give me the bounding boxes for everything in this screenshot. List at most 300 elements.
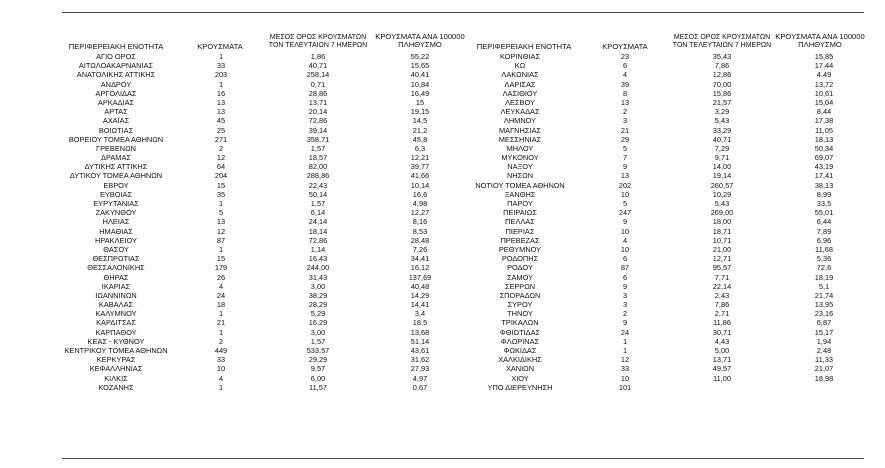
top-rule xyxy=(62,12,864,13)
left-avg7-cell: 3,00 xyxy=(310,281,326,291)
right-avg7-cell: 22,14 xyxy=(712,281,732,291)
right-region-cell: ΠΕΛΛΑΣ xyxy=(505,217,535,227)
left-avg7-cell: 31,43 xyxy=(308,272,328,282)
header-avg7-right-line1: ΜΕΣΟΣ ΟΡΟΣ ΚΡΟΥΣΜΑΤΩΝ xyxy=(673,34,771,41)
right-avg7-cell: 9,71 xyxy=(714,153,730,163)
left-avg7-cell: 533,57 xyxy=(306,346,330,355)
header-avg7-left xyxy=(262,34,374,50)
right-avg7-cell: 30,71 xyxy=(712,327,732,337)
table-row xyxy=(62,61,864,70)
left-region-cell: ΚΑΡΔΙΤΣΑΣ xyxy=(96,318,136,328)
left-cases-cell: 12 xyxy=(216,153,226,163)
table-row xyxy=(62,337,864,346)
right-per100k-cell: 8,99 xyxy=(816,189,832,199)
right-region-cell: ΡΕΘΥΜΝΟΥ xyxy=(498,244,542,254)
left-avg7-cell: 39,14 xyxy=(308,125,328,135)
right-region-cell: ΜΕΣΣΗΝΙΑΣ xyxy=(498,134,542,144)
right-avg7-cell: 40,71 xyxy=(712,134,732,144)
left-region-cell: ΖΑΚΥΝΘΟΥ xyxy=(95,208,137,218)
right-cases-cell: 21 xyxy=(620,125,630,135)
left-per100k-cell: 15,65 xyxy=(410,61,430,71)
left-cases-cell: 1 xyxy=(218,382,224,392)
left-cases-cell: 1 xyxy=(218,309,224,319)
left-avg7-cell: 258,14 xyxy=(306,70,330,80)
header-cases-right xyxy=(595,43,655,51)
table-row xyxy=(62,282,864,291)
left-region-cell: ΑΡΤΑΣ xyxy=(104,107,128,117)
left-cases-cell: 13 xyxy=(216,217,226,227)
left-cases-cell: 35 xyxy=(216,189,226,199)
left-per100k-cell: 12,21 xyxy=(410,153,430,163)
left-avg7-cell: 0,71 xyxy=(310,79,326,89)
right-per100k-cell: 1,94 xyxy=(816,336,832,346)
right-cases-cell: 5 xyxy=(622,199,628,208)
right-cases-cell: 7 xyxy=(622,153,628,163)
left-avg7-cell: 20,14 xyxy=(308,107,328,117)
table-row xyxy=(62,291,864,300)
table-row xyxy=(62,162,864,171)
left-cases-cell: 16 xyxy=(216,88,226,98)
left-region-cell: ΚΑΒΑΛΑΣ xyxy=(98,300,134,310)
left-cases-cell: 12 xyxy=(216,226,226,236)
table-row xyxy=(62,273,864,282)
left-per100k-cell: 14,29 xyxy=(410,290,430,300)
left-region-cell: ΔΡΑΜΑΣ xyxy=(101,153,131,163)
table-row xyxy=(62,107,864,116)
right-region-cell: ΤΗΝΟΥ xyxy=(507,309,533,319)
left-avg7-cell: 40,71 xyxy=(308,61,328,71)
left-per100k-cell: 40,41 xyxy=(410,70,430,80)
right-region-cell: ΠΡΕΒΕΖΑΣ xyxy=(500,235,540,245)
left-per100k-cell: 10,14 xyxy=(410,180,430,190)
left-cases-cell: 4 xyxy=(218,373,224,383)
left-cases-cell: 13 xyxy=(216,107,226,117)
right-cases-cell: 9 xyxy=(622,281,628,291)
right-per100k-cell: 11,33 xyxy=(815,355,833,365)
table-row xyxy=(62,245,864,254)
header-avg7-right-line2: ΤΟΝ ΤΕΛΕΥΤΑΙΩΝ 7 ΗΜΕΡΩΝ xyxy=(672,42,772,49)
right-per100k-cell: 13,95 xyxy=(814,300,834,310)
left-region-cell: ΚΙΛΚΙΣ xyxy=(104,373,128,383)
left-avg7-cell: 38,29 xyxy=(308,290,328,300)
right-avg7-cell: 10,29 xyxy=(712,189,732,199)
left-per100k-cell: 4,98 xyxy=(412,199,428,208)
left-region-cell: ΙΩΑΝΝΙΝΩΝ xyxy=(95,290,137,300)
left-region-cell: ΑΡΓΟΛΙΔΑΣ xyxy=(95,88,137,98)
right-per100k-cell: 18,98 xyxy=(814,373,834,383)
right-per100k-cell: 38,13 xyxy=(814,180,834,190)
header-per100k-left-line2: ΠΛΗΘΥΣΜΟ xyxy=(398,40,442,49)
right-per100k-cell: 5,1 xyxy=(818,281,830,291)
left-cases-cell: 203 xyxy=(214,70,228,80)
left-avg7-cell: 244,00 xyxy=(306,263,330,273)
left-cases-cell: 204 xyxy=(214,171,228,181)
right-cases-cell: 13 xyxy=(620,97,630,107)
table-row xyxy=(62,318,864,327)
right-per100k-cell: 21,07 xyxy=(814,364,834,374)
right-per100k-cell: 6,87 xyxy=(816,318,832,328)
right-region-cell: ΦΛΩΡΙΝΑΣ xyxy=(500,336,540,346)
right-region-cell: ΡΟΔΟΥ xyxy=(507,263,533,273)
left-region-cell: ΚΑΡΠΑΘΟΥ xyxy=(95,327,137,337)
right-region-cell: ΡΟΔΟΠΗΣ xyxy=(501,254,539,264)
left-region-cell: ΗΛΕΙΑΣ xyxy=(102,217,130,227)
left-region-cell: ΗΜΑΘΙΑΣ xyxy=(99,226,133,236)
right-region-cell: ΝΟΤΙΟΥ ΤΟΜΕΑ ΑΘΗΝΩΝ xyxy=(475,180,565,190)
right-region-cell: ΤΡΙΚΑΛΩΝ xyxy=(501,318,539,328)
left-cases-cell: 1 xyxy=(218,199,224,208)
header-per100k-right xyxy=(770,33,870,49)
right-cases-cell: 4 xyxy=(622,235,628,245)
left-avg7-cell: 13,71 xyxy=(308,97,328,107)
right-region-cell: ΜΑΓΝΗΣΙΑΣ xyxy=(499,125,541,135)
left-cases-cell: 15 xyxy=(216,180,226,190)
table-row xyxy=(62,70,864,79)
right-per100k-cell: 15,17 xyxy=(814,327,834,337)
table-row xyxy=(62,263,864,272)
right-per100k-cell: 2,48 xyxy=(816,346,832,355)
right-cases-cell: 5 xyxy=(622,143,628,153)
left-avg7-cell: 50,14 xyxy=(308,189,328,199)
right-per100k-cell: 15,85 xyxy=(814,52,834,61)
right-cases-cell: 1 xyxy=(622,346,628,355)
right-per100k-cell: 17,44 xyxy=(814,61,834,71)
right-region-cell: ΠΑΡΟΥ xyxy=(507,199,533,208)
right-cases-cell: 9 xyxy=(622,162,628,172)
left-cases-cell: 1 xyxy=(218,327,224,337)
right-avg7-cell: 11,86 xyxy=(713,318,731,328)
left-region-cell: ΒΟΡΕΙΟΥ ΤΟΜΕΑ ΑΘΗΝΩΝ xyxy=(68,134,164,144)
right-avg7-cell: 18,00 xyxy=(712,217,732,227)
table-row xyxy=(62,355,864,364)
table-row xyxy=(62,52,864,61)
left-cases-cell: 13 xyxy=(216,97,226,107)
right-per100k-cell: 4,49 xyxy=(816,70,832,80)
table-row xyxy=(62,98,864,107)
left-region-cell: ΔΥΤΙΚΗΣ ΑΤΤΙΚΗΣ xyxy=(84,162,148,172)
header-cases-right-text: ΚΡΟΥΣΜΑΤΑ xyxy=(602,42,648,51)
header-region-right xyxy=(468,43,580,51)
left-cases-cell: 15 xyxy=(216,254,226,264)
left-region-cell: ΔΥΤΙΚΟΥ ΤΟΜΕΑ ΑΘΗΝΩΝ xyxy=(69,171,163,181)
right-region-cell: ΦΩΚΙΔΑΣ xyxy=(503,346,537,355)
left-region-cell: ΘΗΡΑΣ xyxy=(103,272,129,282)
left-per100k-cell: 10,84 xyxy=(410,79,430,89)
left-cases-cell: 33 xyxy=(216,355,226,365)
right-per100k-cell: 10,61 xyxy=(814,88,834,98)
right-avg7-cell: 21,00 xyxy=(712,244,732,254)
left-cases-cell: 21 xyxy=(216,318,226,328)
header-cases-left-text: ΚΡΟΥΣΜΑΤΑ xyxy=(197,42,243,51)
left-avg7-cell: 3,00 xyxy=(310,327,326,337)
right-avg7-cell: 15,86 xyxy=(712,88,732,98)
left-avg7-cell: 18,14 xyxy=(308,226,328,236)
right-cases-cell: 2 xyxy=(622,309,628,319)
left-per100k-cell: 16,49 xyxy=(410,88,430,98)
table-row xyxy=(62,227,864,236)
left-region-cell: ΚΕΦΑΛΛΗΝΙΑΣ xyxy=(89,364,143,374)
header-avg7-left-line2: ΤΟΝ ΤΕΛΕΥΤΑΙΩΝ 7 ΗΜΕΡΩΝ xyxy=(268,42,368,49)
right-per100k-cell: 43,19 xyxy=(814,162,834,172)
right-region-cell: ΛΗΜΝΟΥ xyxy=(503,116,537,126)
left-per100k-cell: 45,8 xyxy=(412,134,428,144)
right-cases-cell: 247 xyxy=(618,208,632,218)
left-avg7-cell: 5,29 xyxy=(310,309,326,319)
header-per100k-left xyxy=(370,33,470,49)
left-cases-cell: 449 xyxy=(214,346,228,355)
left-avg7-cell: 72,86 xyxy=(308,235,328,245)
left-per100k-cell: 34,41 xyxy=(410,254,430,264)
right-cases-cell: 12 xyxy=(620,355,630,365)
left-per100k-cell: 14,41 xyxy=(410,300,430,310)
table-row xyxy=(62,236,864,245)
left-cases-cell: 33 xyxy=(216,61,226,71)
left-avg7-cell: 16,29 xyxy=(308,318,328,328)
right-region-cell: ΥΠΟ ΔΙΕΡΕΥΝΗΣΗ xyxy=(487,382,553,392)
right-cases-cell: 10 xyxy=(620,373,630,383)
left-avg7-cell: 22,43 xyxy=(308,180,328,190)
right-avg7-cell: 2,71 xyxy=(714,309,730,319)
left-per100k-cell: 4,97 xyxy=(412,373,428,383)
table-row xyxy=(62,346,864,355)
header-region-left-text: ΠΕΡΙΦΕΡΕΙΑΚΗ ΕΝΟΤΗΤΑ xyxy=(68,42,164,51)
right-avg7-cell: 5,00 xyxy=(714,346,730,355)
right-per100k-cell: 15,04 xyxy=(814,97,834,107)
right-avg7-cell: 95,57 xyxy=(712,263,732,273)
right-cases-cell: 10 xyxy=(620,244,630,254)
right-cases-cell: 2 xyxy=(622,107,628,117)
right-per100k-cell: 33,5 xyxy=(816,199,832,208)
left-per100k-cell: 3,4 xyxy=(414,309,426,319)
right-per100k-cell: 17,38 xyxy=(814,116,834,126)
left-region-cell: ΕΥΡΥΤΑΝΙΑΣ xyxy=(93,199,139,208)
header-per100k-right-line1: ΚΡΟΥΣΜΑΤΑ ΑΝΑ 100000 xyxy=(775,32,865,41)
left-avg7-cell: 9,57 xyxy=(310,364,326,374)
left-cases-cell: 271 xyxy=(214,134,228,144)
left-avg7-cell: 72,86 xyxy=(308,116,328,126)
right-avg7-cell: 12,71 xyxy=(712,254,732,264)
right-region-cell: ΞΑΝΘΗΣ xyxy=(504,189,536,199)
header-avg7-left-line1: ΜΕΣΟΣ ΟΡΟΣ ΚΡΟΥΣΜΑΤΩΝ xyxy=(269,34,367,41)
right-cases-cell: 9 xyxy=(622,318,628,328)
right-per100k-cell: 50,34 xyxy=(814,143,834,153)
right-cases-cell: 1 xyxy=(622,336,628,346)
right-region-cell: ΠΕΙΡΑΙΩΣ xyxy=(503,208,537,218)
header-avg7-right xyxy=(666,34,778,50)
left-region-cell: ΑΧΑΪΑΣ xyxy=(102,116,130,126)
left-region-cell: ΕΥΒΟΙΑΣ xyxy=(99,189,133,199)
right-per100k-cell: 69,07 xyxy=(814,153,834,163)
left-cases-cell: 4 xyxy=(218,281,224,291)
left-avg7-cell: 6,00 xyxy=(310,373,326,383)
table-row xyxy=(62,217,864,226)
left-region-cell: ΘΕΣΠΡΩΤΙΑΣ xyxy=(92,254,140,264)
bottom-rule xyxy=(62,458,864,459)
right-per100k-cell: 5,36 xyxy=(816,254,832,264)
cases-table xyxy=(62,52,864,392)
left-region-cell: ΑΝΑΤΟΛΙΚΗΣ ΑΤΤΙΚΗΣ xyxy=(76,70,156,80)
table-row xyxy=(62,328,864,337)
left-cases-cell: 179 xyxy=(214,263,228,273)
right-per100k-cell: 72,6 xyxy=(816,263,832,273)
right-region-cell: ΣΑΜΟΥ xyxy=(506,272,534,282)
table-row xyxy=(62,171,864,180)
left-avg7-cell: 16,43 xyxy=(308,254,328,264)
right-region-cell: ΧΙΟΥ xyxy=(511,373,529,383)
left-region-cell: ΑΝΔΡΟΥ xyxy=(100,79,132,89)
table-row xyxy=(62,364,864,373)
left-per100k-cell: 12,27 xyxy=(410,208,430,218)
header-per100k-right-line2: ΠΛΗΘΥΣΜΟ xyxy=(798,40,842,49)
left-per100k-cell: 28,48 xyxy=(410,235,430,245)
right-cases-cell: 202 xyxy=(618,180,632,190)
right-cases-cell: 4 xyxy=(622,70,628,80)
left-region-cell: ΑΓΙΟ ΟΡΟΣ xyxy=(96,52,136,61)
left-per100k-cell: 18,5 xyxy=(412,318,428,328)
left-region-cell: ΘΕΣΣΑΛΟΝΙΚΗΣ xyxy=(87,263,145,273)
left-per100k-cell: 40,48 xyxy=(410,281,430,291)
left-region-cell: ΚΕΝΤΡΙΚΟΥ ΤΟΜΕΑ ΑΘΗΝΩΝ xyxy=(64,346,168,355)
right-region-cell: ΛΑΡΙΣΑΣ xyxy=(504,79,536,89)
right-cases-cell: 23 xyxy=(620,52,630,61)
left-avg7-cell: 1,57 xyxy=(310,336,326,346)
right-cases-cell: 87 xyxy=(620,263,630,273)
left-avg7-cell: 18,57 xyxy=(308,153,328,163)
left-cases-cell: 24 xyxy=(216,290,226,300)
right-avg7-cell: 7,86 xyxy=(714,61,730,71)
right-avg7-cell: 19,14 xyxy=(712,171,732,181)
left-per100k-cell: 55,22 xyxy=(410,52,430,61)
left-avg7-cell: 11,57 xyxy=(309,382,327,392)
left-region-cell: ΒΟΙΩΤΙΑΣ xyxy=(98,125,134,135)
left-per100k-cell: 51,14 xyxy=(410,336,430,346)
header-region-right-text: ΠΕΡΙΦΕΡΕΙΑΚΗ ΕΝΟΤΗΤΑ xyxy=(476,42,572,51)
right-cases-cell: 10 xyxy=(620,189,630,199)
right-per100k-cell: 13,72 xyxy=(814,79,834,89)
left-region-cell: ΓΡΕΒΕΝΩΝ xyxy=(96,143,136,153)
right-cases-cell: 6 xyxy=(622,272,628,282)
left-avg7-cell: 82,00 xyxy=(308,162,328,172)
left-region-cell: ΘΑΣΟΥ xyxy=(103,244,129,254)
left-region-cell: ΗΡΑΚΛΕΙΟΥ xyxy=(95,235,137,245)
header-cases-left xyxy=(190,43,250,51)
left-per100k-cell: 15 xyxy=(415,97,425,107)
right-region-cell: ΜΥΚΟΝΟΥ xyxy=(501,153,539,163)
table-row xyxy=(62,116,864,125)
left-region-cell: ΚΑΛΥΜΝΟΥ xyxy=(95,309,137,319)
left-region-cell: ΚΕΡΚΥΡΑΣ xyxy=(96,355,136,365)
table-row xyxy=(62,181,864,190)
right-avg7-cell: 10,71 xyxy=(712,235,732,245)
right-cases-cell: 29 xyxy=(620,134,630,144)
right-avg7-cell: 269,00 xyxy=(710,208,734,218)
table-row xyxy=(62,126,864,135)
right-region-cell: ΛΑΣΙΘΙΟΥ xyxy=(502,88,538,98)
right-avg7-cell: 12,86 xyxy=(712,70,732,80)
right-avg7-cell: 5,43 xyxy=(714,116,730,126)
right-avg7-cell: 260,57 xyxy=(710,180,734,190)
left-per100k-cell: 19,15 xyxy=(410,107,430,117)
right-region-cell: ΝΗΣΩΝ xyxy=(506,171,534,181)
right-per100k-cell: 55,01 xyxy=(814,208,834,218)
right-cases-cell: 24 xyxy=(620,327,630,337)
left-avg7-cell: 6,14 xyxy=(310,208,326,218)
left-avg7-cell: 28,86 xyxy=(308,88,328,98)
right-region-cell: ΧΑΛΚΙΔΙΚΗΣ xyxy=(498,355,542,365)
right-avg7-cell: 11,00 xyxy=(713,373,731,383)
right-avg7-cell: 33,29 xyxy=(712,125,732,135)
right-avg7-cell: 4,43 xyxy=(714,336,730,346)
right-region-cell: ΝΑΞΟΥ xyxy=(507,162,533,172)
right-per100k-cell: 18,13 xyxy=(814,134,834,144)
right-avg7-cell: 21,57 xyxy=(712,97,732,107)
left-cases-cell: 45 xyxy=(216,116,226,126)
left-cases-cell: 2 xyxy=(218,336,224,346)
table-row xyxy=(62,208,864,217)
right-cases-cell: 10 xyxy=(620,226,630,236)
right-avg7-cell: 13,71 xyxy=(712,355,732,365)
right-avg7-cell: 7,29 xyxy=(714,143,730,153)
right-region-cell: ΚΟΡΙΝΘΙΑΣ xyxy=(499,52,541,61)
left-cases-cell: 10 xyxy=(216,364,226,374)
table-row xyxy=(62,254,864,263)
left-per100k-cell: 31,62 xyxy=(410,355,430,365)
left-per100k-cell: 16,6 xyxy=(412,189,428,199)
right-avg7-cell: 49,57 xyxy=(712,364,732,374)
left-region-cell: ΙΚΑΡΙΑΣ xyxy=(101,281,131,291)
table-row xyxy=(62,309,864,318)
left-per100k-cell: 41,66 xyxy=(410,171,430,181)
right-cases-cell: 6 xyxy=(622,61,628,71)
right-per100k-cell: 8,44 xyxy=(816,107,832,117)
left-avg7-cell: 24,14 xyxy=(308,217,328,227)
right-cases-cell: 101 xyxy=(618,382,632,392)
left-cases-cell: 1 xyxy=(218,79,224,89)
right-region-cell: ΣΥΡΟΥ xyxy=(507,300,533,310)
left-cases-cell: 64 xyxy=(216,162,226,172)
left-per100k-cell: 0,67 xyxy=(412,382,428,392)
table-row xyxy=(62,89,864,98)
right-region-cell: ΛΕΥΚΑΔΑΣ xyxy=(500,107,540,117)
table-row xyxy=(62,135,864,144)
table-row xyxy=(62,300,864,309)
right-avg7-cell: 7,86 xyxy=(714,300,730,310)
left-cases-cell: 5 xyxy=(218,208,224,218)
left-per100k-cell: 43,61 xyxy=(410,346,430,355)
left-per100k-cell: 14,5 xyxy=(412,116,428,126)
left-region-cell: ΑΡΚΑΔΙΑΣ xyxy=(97,97,135,107)
right-per100k-cell: 6,96 xyxy=(816,235,832,245)
left-per100k-cell: 6,3 xyxy=(414,143,426,153)
left-per100k-cell: 8,16 xyxy=(412,217,428,227)
left-per100k-cell: 16,12 xyxy=(410,263,430,273)
right-cases-cell: 8 xyxy=(622,88,628,98)
right-region-cell: ΠΙΕΡΙΑΣ xyxy=(505,226,535,236)
table-row xyxy=(62,374,864,383)
right-avg7-cell: 14,00 xyxy=(712,162,732,172)
left-avg7-cell: 288,86 xyxy=(306,171,330,181)
right-per100k-cell: 18,19 xyxy=(814,272,834,282)
table-row xyxy=(62,199,864,208)
left-per100k-cell: 27,93 xyxy=(410,364,430,374)
right-per100k-cell: 17,41 xyxy=(814,171,834,181)
left-avg7-cell: 1,14 xyxy=(310,244,326,254)
right-avg7-cell: 70,00 xyxy=(712,79,732,89)
left-cases-cell: 87 xyxy=(216,235,226,245)
left-per100k-cell: 8,53 xyxy=(412,226,428,236)
right-per100k-cell: 7,89 xyxy=(816,226,832,236)
left-avg7-cell: 1,57 xyxy=(310,199,326,208)
